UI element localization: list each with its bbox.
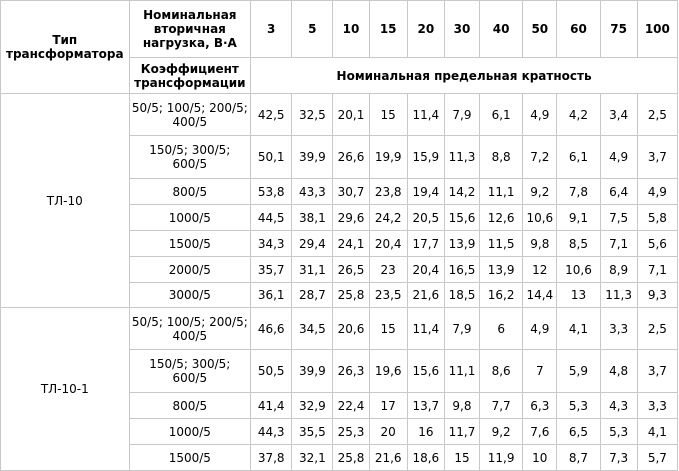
multiplicity-value-cell: 7 bbox=[523, 350, 557, 393]
multiplicity-value-cell: 6,4 bbox=[600, 179, 637, 205]
multiplicity-value-cell: 11,3 bbox=[600, 283, 637, 308]
multiplicity-value-cell: 28,7 bbox=[292, 283, 333, 308]
multiplicity-value-cell: 5,3 bbox=[557, 393, 600, 419]
multiplicity-value-cell: 6,1 bbox=[557, 136, 600, 179]
multiplicity-value-cell: 50,1 bbox=[251, 136, 292, 179]
multiplicity-value-cell: 4,3 bbox=[600, 393, 637, 419]
multiplicity-value-cell: 17 bbox=[369, 393, 407, 419]
multiplicity-value-cell: 5,6 bbox=[637, 231, 677, 257]
multiplicity-value-cell: 9,2 bbox=[523, 179, 557, 205]
multiplicity-value-cell: 12,6 bbox=[480, 205, 523, 231]
multiplicity-value-cell: 10 bbox=[523, 445, 557, 471]
multiplicity-value-cell: 39,9 bbox=[292, 350, 333, 393]
ratio-cell: 50/5; 100/5; 200/5; 400/5 bbox=[129, 94, 251, 136]
multiplicity-value-cell: 20 bbox=[369, 419, 407, 445]
header-transformer-type: Тип трансформатора bbox=[1, 1, 130, 94]
header-load-50: 50 bbox=[523, 1, 557, 58]
multiplicity-value-cell: 41,4 bbox=[251, 393, 292, 419]
multiplicity-value-cell: 14,2 bbox=[444, 179, 479, 205]
multiplicity-value-cell: 7,9 bbox=[444, 94, 479, 136]
multiplicity-value-cell: 5,9 bbox=[557, 350, 600, 393]
multiplicity-value-cell: 44,3 bbox=[251, 419, 292, 445]
header-limit-multiplicity: Номинальная предельная кратность bbox=[251, 58, 678, 94]
header-secondary-load: Номинальная вторичная нагрузка, В·А bbox=[129, 1, 251, 58]
multiplicity-value-cell: 34,3 bbox=[251, 231, 292, 257]
multiplicity-value-cell: 15,9 bbox=[407, 136, 444, 179]
multiplicity-value-cell: 44,5 bbox=[251, 205, 292, 231]
multiplicity-value-cell: 4,1 bbox=[557, 308, 600, 350]
table-row bbox=[1, 308, 678, 350]
multiplicity-value-cell: 34,5 bbox=[292, 308, 333, 350]
multiplicity-value-cell: 32,9 bbox=[292, 393, 333, 419]
multiplicity-value-cell: 8,8 bbox=[480, 136, 523, 179]
multiplicity-value-cell: 2,5 bbox=[637, 308, 677, 350]
multiplicity-value-cell: 15,6 bbox=[444, 205, 479, 231]
multiplicity-value-cell: 32,1 bbox=[292, 445, 333, 471]
multiplicity-value-cell: 4,2 bbox=[557, 94, 600, 136]
multiplicity-value-cell: 29,4 bbox=[292, 231, 333, 257]
multiplicity-value-cell: 11,1 bbox=[480, 179, 523, 205]
multiplicity-value-cell: 46,6 bbox=[251, 308, 292, 350]
multiplicity-value-cell: 9,8 bbox=[444, 393, 479, 419]
multiplicity-value-cell: 37,8 bbox=[251, 445, 292, 471]
multiplicity-value-cell: 26,6 bbox=[333, 136, 369, 179]
multiplicity-value-cell: 5,3 bbox=[600, 419, 637, 445]
multiplicity-value-cell: 5,7 bbox=[637, 445, 677, 471]
multiplicity-value-cell: 6,5 bbox=[557, 419, 600, 445]
header-transformation-ratio: Коэффициент трансформации bbox=[129, 58, 251, 94]
multiplicity-value-cell: 23 bbox=[369, 257, 407, 283]
multiplicity-value-cell: 23,8 bbox=[369, 179, 407, 205]
multiplicity-value-cell: 8,9 bbox=[600, 257, 637, 283]
header-load-30: 30 bbox=[444, 1, 479, 58]
multiplicity-value-cell: 15 bbox=[369, 94, 407, 136]
multiplicity-value-cell: 7,1 bbox=[600, 231, 637, 257]
multiplicity-value-cell: 3,7 bbox=[637, 136, 677, 179]
header-load-75: 75 bbox=[600, 1, 637, 58]
header-row bbox=[1, 1, 678, 58]
multiplicity-value-cell: 15 bbox=[444, 445, 479, 471]
multiplicity-value-cell: 7,1 bbox=[637, 257, 677, 283]
table-body bbox=[1, 94, 678, 471]
multiplicity-value-cell: 18,6 bbox=[407, 445, 444, 471]
multiplicity-value-cell: 26,5 bbox=[333, 257, 369, 283]
multiplicity-value-cell: 15,6 bbox=[407, 350, 444, 393]
multiplicity-value-cell: 16,5 bbox=[444, 257, 479, 283]
multiplicity-value-cell: 9,1 bbox=[557, 205, 600, 231]
multiplicity-value-cell: 35,7 bbox=[251, 257, 292, 283]
multiplicity-value-cell: 16 bbox=[407, 419, 444, 445]
multiplicity-value-cell: 7,2 bbox=[523, 136, 557, 179]
multiplicity-value-cell: 11,3 bbox=[444, 136, 479, 179]
multiplicity-value-cell: 22,4 bbox=[333, 393, 369, 419]
multiplicity-value-cell: 21,6 bbox=[407, 283, 444, 308]
multiplicity-value-cell: 7,9 bbox=[444, 308, 479, 350]
multiplicity-value-cell: 23,5 bbox=[369, 283, 407, 308]
multiplicity-value-cell: 6 bbox=[480, 308, 523, 350]
multiplicity-value-cell: 20,4 bbox=[407, 257, 444, 283]
header-load-3: 3 bbox=[251, 1, 292, 58]
multiplicity-value-cell: 7,3 bbox=[600, 445, 637, 471]
ratio-cell: 1000/5 bbox=[129, 205, 251, 231]
multiplicity-value-cell: 8,7 bbox=[557, 445, 600, 471]
multiplicity-value-cell: 9,3 bbox=[637, 283, 677, 308]
multiplicity-value-cell: 17,7 bbox=[407, 231, 444, 257]
multiplicity-value-cell: 7,5 bbox=[600, 205, 637, 231]
ratio-cell: 800/5 bbox=[129, 179, 251, 205]
multiplicity-value-cell: 38,1 bbox=[292, 205, 333, 231]
multiplicity-value-cell: 4,9 bbox=[523, 308, 557, 350]
multiplicity-value-cell: 7,6 bbox=[523, 419, 557, 445]
multiplicity-value-cell: 19,4 bbox=[407, 179, 444, 205]
multiplicity-value-cell: 35,5 bbox=[292, 419, 333, 445]
header-load-40: 40 bbox=[480, 1, 523, 58]
multiplicity-value-cell: 25,3 bbox=[333, 419, 369, 445]
transformer-type-cell: ТЛ-10 bbox=[1, 94, 130, 308]
multiplicity-value-cell: 21,6 bbox=[369, 445, 407, 471]
multiplicity-value-cell: 32,5 bbox=[292, 94, 333, 136]
multiplicity-value-cell: 6,3 bbox=[523, 393, 557, 419]
multiplicity-value-cell: 10,6 bbox=[557, 257, 600, 283]
multiplicity-value-cell: 3,4 bbox=[600, 94, 637, 136]
multiplicity-value-cell: 43,3 bbox=[292, 179, 333, 205]
table-header bbox=[1, 1, 678, 94]
multiplicity-value-cell: 8,6 bbox=[480, 350, 523, 393]
header-load-15: 15 bbox=[369, 1, 407, 58]
multiplicity-value-cell: 15 bbox=[369, 308, 407, 350]
multiplicity-value-cell: 4,9 bbox=[600, 136, 637, 179]
multiplicity-value-cell: 11,4 bbox=[407, 308, 444, 350]
table-row bbox=[1, 94, 678, 136]
multiplicity-value-cell: 36,1 bbox=[251, 283, 292, 308]
multiplicity-value-cell: 19,9 bbox=[369, 136, 407, 179]
multiplicity-value-cell: 2,5 bbox=[637, 94, 677, 136]
multiplicity-value-cell: 24,1 bbox=[333, 231, 369, 257]
multiplicity-value-cell: 3,3 bbox=[637, 393, 677, 419]
multiplicity-value-cell: 11,4 bbox=[407, 94, 444, 136]
multiplicity-value-cell: 4,8 bbox=[600, 350, 637, 393]
multiplicity-value-cell: 20,4 bbox=[369, 231, 407, 257]
multiplicity-value-cell: 25,8 bbox=[333, 445, 369, 471]
multiplicity-value-cell: 11,1 bbox=[444, 350, 479, 393]
multiplicity-value-cell: 9,8 bbox=[523, 231, 557, 257]
multiplicity-value-cell: 39,9 bbox=[292, 136, 333, 179]
multiplicity-value-cell: 3,3 bbox=[600, 308, 637, 350]
multiplicity-value-cell: 11,7 bbox=[444, 419, 479, 445]
header-load-10: 10 bbox=[333, 1, 369, 58]
multiplicity-value-cell: 24,2 bbox=[369, 205, 407, 231]
multiplicity-value-cell: 7,8 bbox=[557, 179, 600, 205]
multiplicity-value-cell: 11,5 bbox=[480, 231, 523, 257]
multiplicity-value-cell: 13,9 bbox=[480, 257, 523, 283]
multiplicity-value-cell: 20,6 bbox=[333, 308, 369, 350]
multiplicity-value-cell: 4,9 bbox=[637, 179, 677, 205]
multiplicity-value-cell: 11,9 bbox=[480, 445, 523, 471]
multiplicity-value-cell: 18,5 bbox=[444, 283, 479, 308]
multiplicity-value-cell: 6,1 bbox=[480, 94, 523, 136]
ratio-cell: 1500/5 bbox=[129, 231, 251, 257]
ratio-cell: 150/5; 300/5; 600/5 bbox=[129, 136, 251, 179]
multiplicity-value-cell: 20,5 bbox=[407, 205, 444, 231]
transformer-type-cell: ТЛ-10-1 bbox=[1, 308, 130, 471]
ratio-cell: 150/5; 300/5; 600/5 bbox=[129, 350, 251, 393]
header-load-60: 60 bbox=[557, 1, 600, 58]
multiplicity-value-cell: 42,5 bbox=[251, 94, 292, 136]
header-load-20: 20 bbox=[407, 1, 444, 58]
ratio-cell: 50/5; 100/5; 200/5; 400/5 bbox=[129, 308, 251, 350]
multiplicity-value-cell: 25,8 bbox=[333, 283, 369, 308]
multiplicity-value-cell: 53,8 bbox=[251, 179, 292, 205]
multiplicity-value-cell: 31,1 bbox=[292, 257, 333, 283]
ratio-cell: 2000/5 bbox=[129, 257, 251, 283]
multiplicity-value-cell: 13,7 bbox=[407, 393, 444, 419]
multiplicity-value-cell: 3,7 bbox=[637, 350, 677, 393]
multiplicity-value-cell: 4,9 bbox=[523, 94, 557, 136]
multiplicity-value-cell: 50,5 bbox=[251, 350, 292, 393]
multiplicity-value-cell: 30,7 bbox=[333, 179, 369, 205]
multiplicity-value-cell: 5,8 bbox=[637, 205, 677, 231]
multiplicity-value-cell: 20,1 bbox=[333, 94, 369, 136]
multiplicity-value-cell: 26,3 bbox=[333, 350, 369, 393]
multiplicity-value-cell: 13,9 bbox=[444, 231, 479, 257]
multiplicity-value-cell: 12 bbox=[523, 257, 557, 283]
multiplicity-value-cell: 13 bbox=[557, 283, 600, 308]
multiplicity-value-cell: 9,2 bbox=[480, 419, 523, 445]
ratio-cell: 800/5 bbox=[129, 393, 251, 419]
multiplicity-value-cell: 8,5 bbox=[557, 231, 600, 257]
multiplicity-value-cell: 29,6 bbox=[333, 205, 369, 231]
header-load-5: 5 bbox=[292, 1, 333, 58]
ratio-cell: 1000/5 bbox=[129, 419, 251, 445]
multiplicity-value-cell: 4,1 bbox=[637, 419, 677, 445]
ratio-cell: 3000/5 bbox=[129, 283, 251, 308]
multiplicity-value-cell: 19,6 bbox=[369, 350, 407, 393]
multiplicity-value-cell: 14,4 bbox=[523, 283, 557, 308]
ratio-cell: 1500/5 bbox=[129, 445, 251, 471]
multiplicity-value-cell: 10,6 bbox=[523, 205, 557, 231]
multiplicity-value-cell: 16,2 bbox=[480, 283, 523, 308]
header-load-100: 100 bbox=[637, 1, 677, 58]
multiplicity-value-cell: 7,7 bbox=[480, 393, 523, 419]
